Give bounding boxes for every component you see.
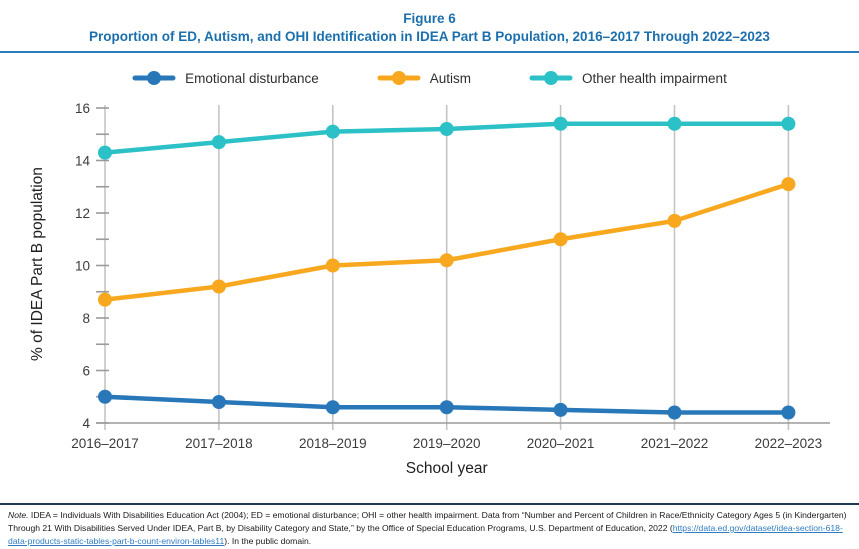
data-point <box>554 232 568 246</box>
note-suffix: ). In the public domain. <box>224 535 312 546</box>
y-tick-label: 12 <box>74 206 90 221</box>
figure-label: Figure 6 <box>403 11 456 26</box>
data-source-link[interactable]: https://data.ed.gov/dataset/idea-section-618-data-products-static-tables-part-b-count-environ-tables11 <box>8 522 843 546</box>
data-point <box>212 395 226 409</box>
x-tick-label: 2017–2018 <box>185 436 253 451</box>
y-tick-label: 16 <box>74 101 90 116</box>
data-point <box>440 122 454 136</box>
data-point <box>554 403 568 417</box>
x-tick-label: 2021–2022 <box>640 436 709 451</box>
data-point <box>98 293 112 307</box>
data-point <box>98 146 112 160</box>
x-tick-label: 2018–2019 <box>299 436 367 451</box>
note-text <box>8 509 851 548</box>
y-tick-label: 14 <box>74 153 90 169</box>
line-dot-marker-icon <box>529 70 573 86</box>
line-dot-marker-icon <box>377 70 421 86</box>
note-block <box>0 503 859 548</box>
data-point <box>781 406 795 420</box>
legend-label: Autism <box>429 70 471 86</box>
data-point <box>326 400 340 414</box>
data-point <box>98 390 112 404</box>
x-tick-label: 2016–2017 <box>71 436 139 451</box>
x-tick-label: 2019–2020 <box>412 436 481 451</box>
data-point <box>668 406 682 420</box>
chart-area <box>0 92 859 491</box>
note-label: Note. <box>8 510 29 520</box>
x-tick-label: 2020–2021 <box>526 436 595 451</box>
title-divider-rule <box>0 51 859 53</box>
figure-title: Proportion of ED, Autism, and OHI Identification in IDEA Part B Population, 2016–2017 Through 2022–2023 <box>89 29 770 44</box>
legend-item-emotional-disturbance <box>132 70 319 86</box>
legend-item-autism <box>377 70 471 86</box>
data-point <box>212 135 226 149</box>
data-point <box>668 214 682 228</box>
x-axis-title: School year <box>405 460 488 477</box>
x-tick-label: 2022–2023 <box>754 436 823 451</box>
y-tick-label: 6 <box>82 363 90 379</box>
chart-legend <box>0 68 859 88</box>
y-tick-label: 4 <box>82 416 90 431</box>
data-point <box>212 280 226 294</box>
data-point <box>554 117 568 131</box>
figure-title-block <box>0 0 859 46</box>
data-point <box>781 117 795 131</box>
y-tick-label: 10 <box>74 258 90 274</box>
data-point <box>326 259 340 273</box>
y-axis-title: % of IDEA Part B population <box>29 167 46 361</box>
data-point <box>440 253 454 267</box>
data-point <box>326 125 340 139</box>
legend-item-other-health-impairment <box>529 70 727 86</box>
y-tick-label: 8 <box>82 311 90 326</box>
legend-label: Emotional disturbance <box>185 70 319 86</box>
data-point <box>781 177 795 191</box>
data-point <box>668 117 682 131</box>
legend-label: Other health impairment <box>582 70 727 86</box>
line-chart-svg <box>0 92 859 486</box>
note-body: IDEA = Individuals With Disabilities Education Act (2004); ED = emotional disturbance; OHI = other health impairment. Data from “Number and Percent of Children in Race/Ethnicity Category Ages 5 (in Kindergarten) Through 21 With Disabilities Served Under IDEA, Part B, by Disability Category and State,” by the Office of Special Education Programs, U.S. Department of Education, 2022 ( <box>8 510 847 533</box>
line-dot-marker-icon <box>132 70 176 86</box>
data-point <box>440 400 454 414</box>
